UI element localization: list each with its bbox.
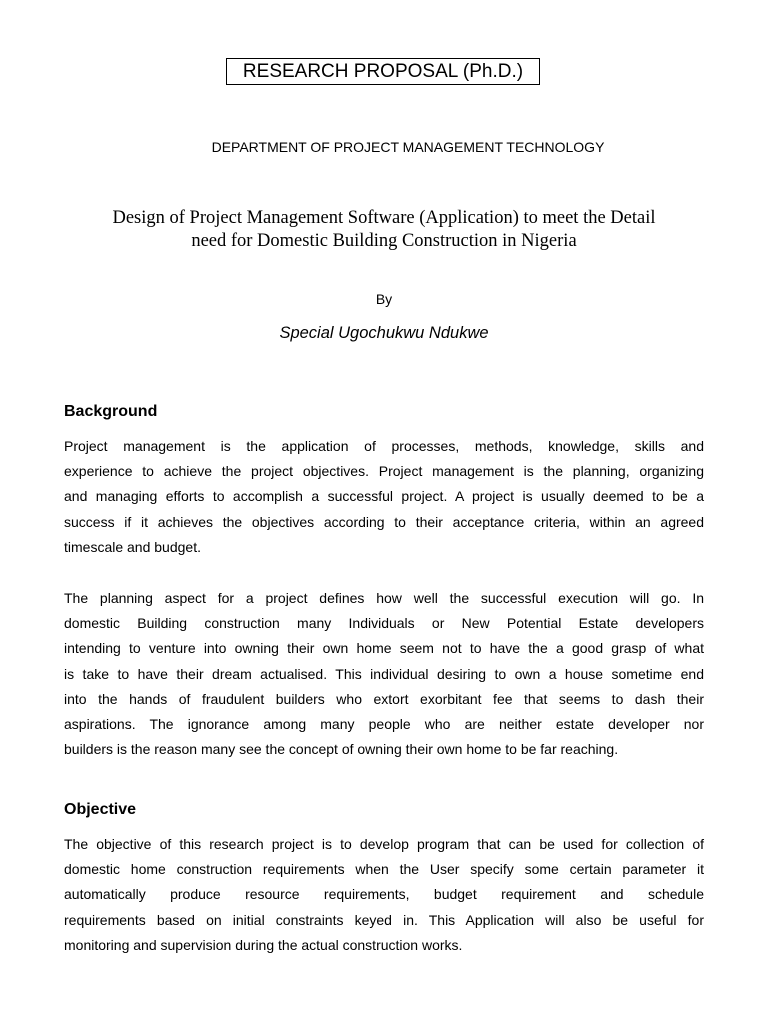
background-paragraph-2 [64,586,704,762]
paragraph-line: intending to venture into owning their own home seem not to have the a good grasp of what [64,640,704,657]
paragraph-line: automatically produce resource requirements, budget requirement and schedule [64,886,704,903]
paragraph-line: and managing efforts to accomplish a successful project. A project is usually deemed to be a [64,488,704,505]
background-heading: Background [64,403,158,420]
objective-paragraph [64,832,704,958]
paragraph-line: timescale and budget. [64,538,201,555]
by-label: By [375,291,393,307]
paragraph-line: builders is the reason many see the concept of owning their own home to be far reaching. [64,741,619,758]
paragraph-line: requirements based on initial constraints keyed in. This Application will also be useful for [64,911,704,928]
paragraph-line: is take to have their dream actualised. This individual desiring to own a house sometime end [64,665,704,682]
paragraph-line: aspirations. The ignorance among many people who are neither estate developer nor [64,716,704,733]
author-name: Special Ugochukwu Ndukwe [279,324,489,342]
paragraph-line: The objective of this research project is to develop program that can be used for collection of [64,836,704,852]
paragraph-line: experience to achieve the project objectives. Project management is the planning, organizing [64,463,704,480]
proposal-title: RESEARCH PROPOSAL (Ph.D.) [226,58,540,85]
project-title [64,207,704,253]
objective-heading: Objective [64,801,137,818]
project-title-line: need for Domestic Building Construction in Nigeria [191,231,577,251]
paragraph-line: Project management is the application of processes, methods, knowledge, skills and [64,438,704,454]
background-paragraph-1 [64,434,704,560]
paragraph-line: The planning aspect for a project defines how well the successful execution will go. In [64,590,704,606]
paragraph-line: success if it achieves the objectives according to their acceptance criteria, within an agreed [64,513,704,530]
paragraph-line: into the hands of fraudulent builders who extort exorbitant fee that seems to dash their [64,690,704,707]
paragraph-line: domestic Building construction many Individuals or New Potential Estate developers [64,615,704,632]
project-title-line: Design of Project Management Software (Application) to meet the Detail [112,208,656,228]
paragraph-line: domestic home construction requirements when the User specify some certain parameter it [64,861,704,878]
paragraph-line: monitoring and supervision during the actual construction works. [64,936,463,953]
department-name: DEPARTMENT OF PROJECT MANAGEMENT TECHNOLOGY [211,139,605,155]
